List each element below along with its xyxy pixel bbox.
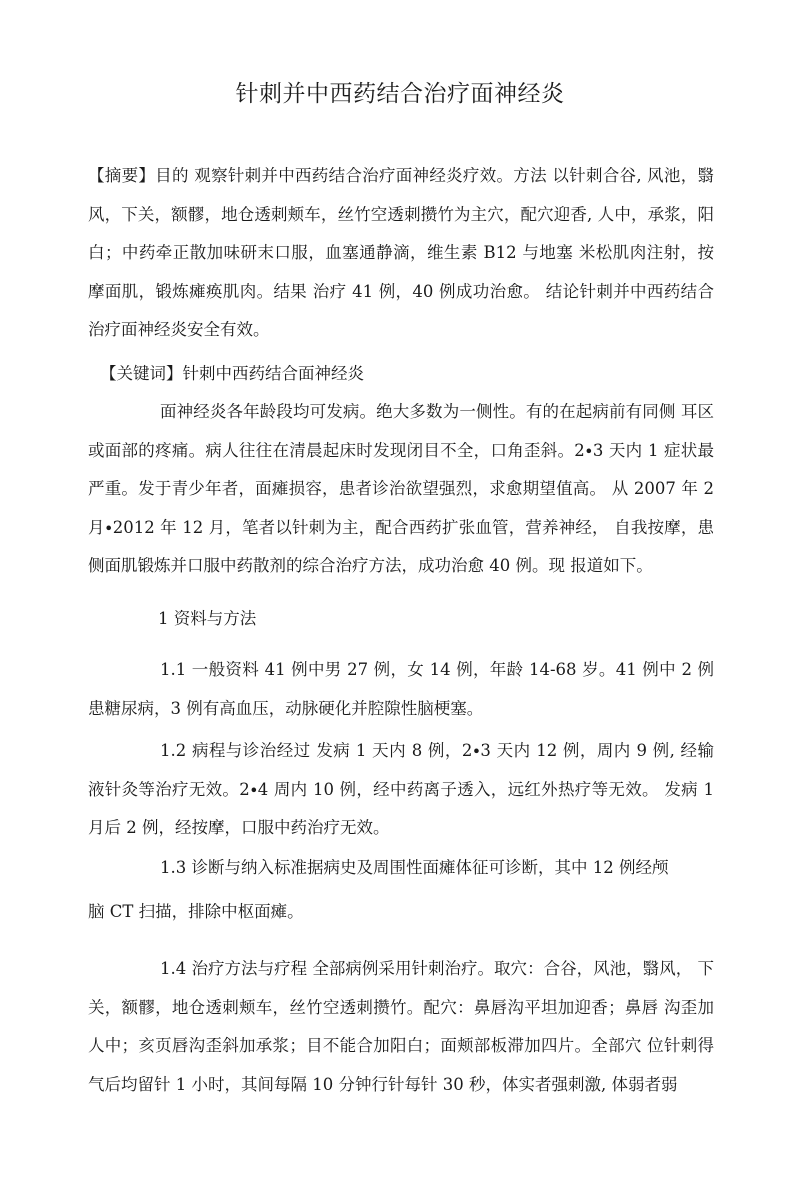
intro-paragraph: 面神经炎各年龄段均可发病。绝大多数为一侧性。有的在起病前有同侧 耳区或面部的疼痛。病人往往在清晨起床时发现闭目不全，口角歪斜。2∙3 天内 1 症状最严重。发于青少年者，面瘫损容，患者诊治欲望强烈，求愈期望值高。 从 2007 年 2 月∙2012 年 12 月，笔者以针刺为主，配合西药扩张血管，营养神经， 自我按摩，患侧面肌锻炼并口服中药散剂的综合治疗方法，成功治愈 40 例。现 报道如下。 bbox=[88, 402, 714, 575]
section-1-2-paragraph: 1.2 病程与诊治经过 发病 1 天内 8 例，2∙3 天内 12 例，周内 9 例, 经输液针灸等治疗无效。2∙4 周内 10 例，经中药离子透入，远红外热疗等无效。 发病 1 月后 2 例，经按摩，口服中药治疗无效。 bbox=[88, 741, 714, 837]
abstract-paragraph: 【摘要】目的 观察针刺并中西药结合治疗面神经炎疗效。方法 以针刺合谷, 风池，翳风，下关，额髎，地仓透刺颊车，丝竹空透刺攒竹为主穴，配穴迎香, 人中，承浆，阳白；中药牵正散加味研末口服，血塞通静滴，维生素 B12 与地塞 米松肌肉注射，按摩面肌，锻炼瘫痪肌肉。结果 治疗 41 例，40 例成功治愈。 结论针刺并中西药结合治疗面神经炎安全有效。 bbox=[88, 166, 714, 339]
keywords-paragraph: 【关键词】针刺中西药结合面神经炎 bbox=[100, 364, 364, 383]
section-1-4-paragraph: 1.4 治疗方法与疗程 全部病例采用针刺治疗。取穴：合谷，风池，翳风， 下关，额髎，地仓透刺颊车，丝竹空透刺攒竹。配穴：鼻唇沟平坦加迎香；鼻唇 沟歪加人中；亥页唇沟歪斜加承浆；目不能合加阳白；面颊部板滞加四片。全部穴 位针刺得气后均留针 1 小时，其间每隔 10 分钟行针每针 30 秒，体实者强刺激, 体弱者弱 bbox=[88, 959, 714, 1094]
section-1-3-line-1: 1.3 诊断与纳入标准据病史及周围性面瘫体征可诊断，其中 12 例经颅 bbox=[160, 858, 669, 877]
document-title: 针刺并中西药结合治疗面神经炎 bbox=[235, 81, 565, 107]
section-1-heading: 1 资料与方法 bbox=[158, 609, 257, 628]
section-1-3-line-2: 脑 CT 扫描，排除中枢面瘫。 bbox=[88, 902, 304, 921]
section-1-1-paragraph: 1.1 一般资料 41 例中男 27 例，女 14 例，年龄 14-68 岁。41 例中 2 例 患糖尿病，3 例有高血压，动脉硬化并腔隙性脑梗塞。 bbox=[88, 660, 714, 718]
